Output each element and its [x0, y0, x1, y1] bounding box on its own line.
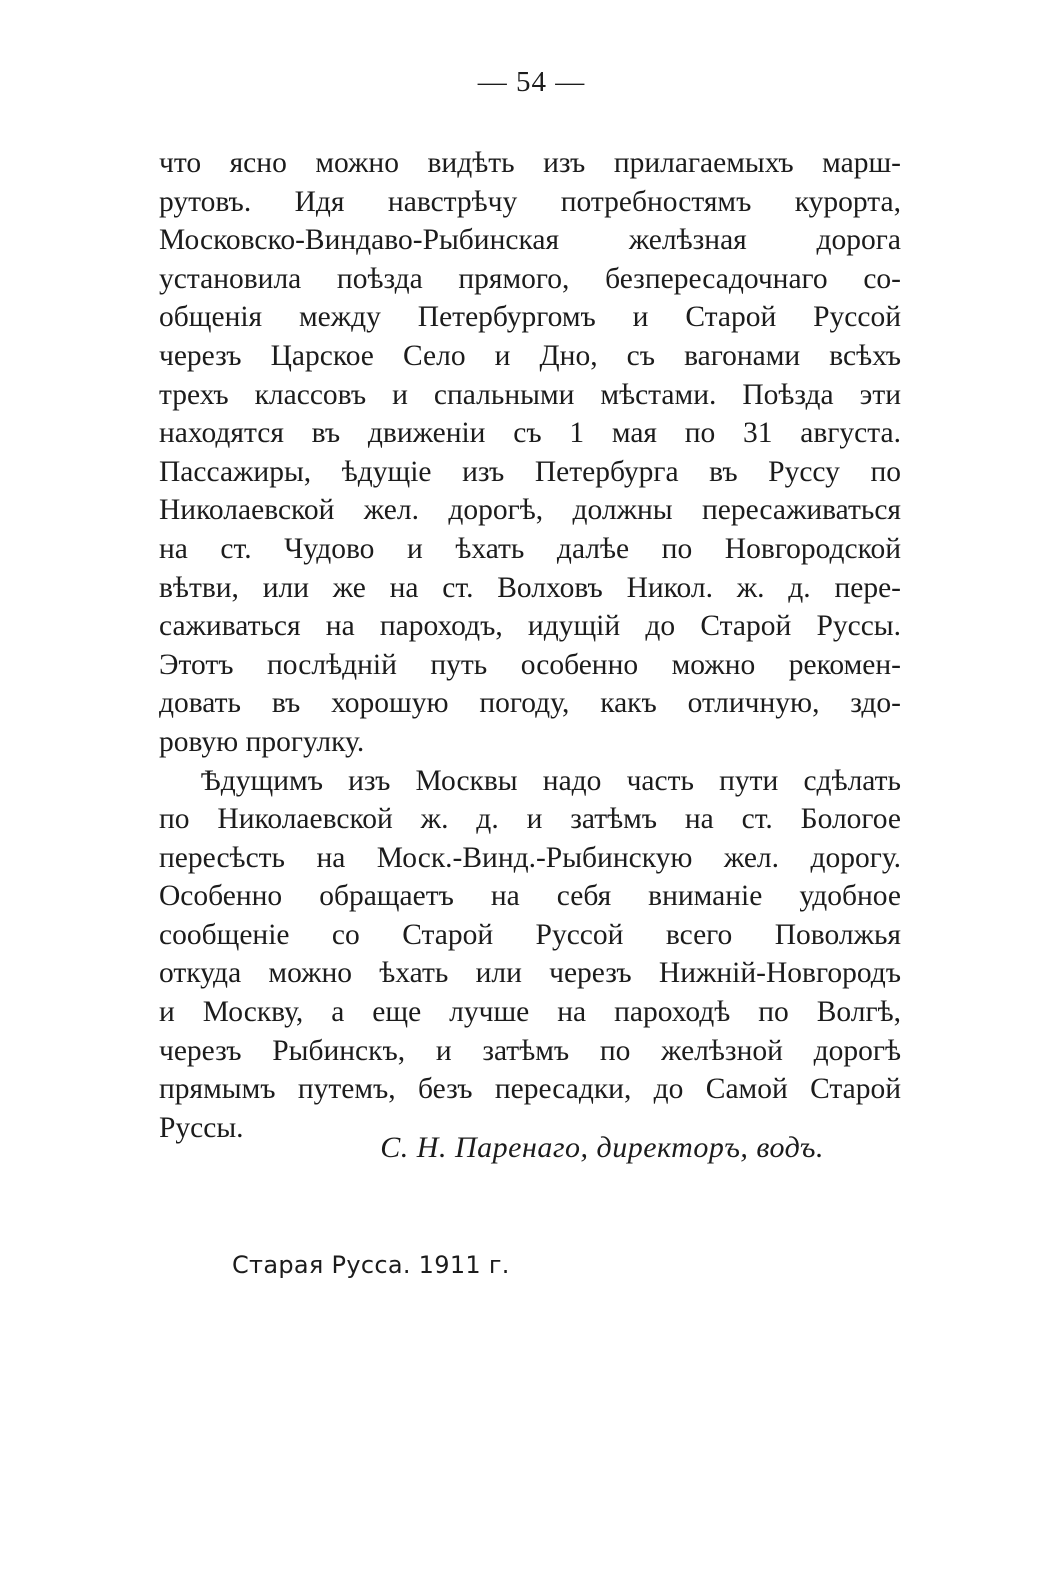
text-line: что ясно можно видѣть изъ прилагаемыхъ марш- — [159, 147, 901, 179]
text-line: общенія между Петербургомъ и Старой Руссой — [159, 301, 901, 334]
text-line: на ст. Чудово и ѣхать далѣе по Новгородской — [159, 532, 901, 565]
text-line: установила поѣзда прямого, безпересадочнаго со- — [159, 262, 901, 295]
text-line: по Николаевской ж. д. и затѣмъ на ст. Бологое — [159, 803, 901, 836]
body-text — [159, 144, 901, 1147]
text-line: саживаться на пароходъ, идущій до Старой Руссы. — [159, 610, 901, 643]
place-date: Старая Русса. 1911 г. — [232, 1251, 510, 1279]
text-line: вѣтви, или же на ст. Волховъ Никол. ж. д. пере- — [159, 571, 901, 604]
text-line: рутовъ. Идя навстрѣчу потребностямъ курорта, — [159, 185, 901, 218]
page-number: — 54 — — [477, 66, 586, 98]
text-line: трехъ классовъ и спальными мѣстами. Поѣзда эти — [159, 378, 901, 411]
text-line: и Москву, а еще лучше на пароходѣ по Волгѣ, — [159, 996, 901, 1029]
text-line: ровую прогулку. — [159, 725, 365, 758]
signature: С. Н. Паренаго, директоръ, водъ. — [380, 1131, 824, 1164]
text-line: Николаевской жел. дорогѣ, должны пересаживаться — [159, 494, 901, 527]
text-line: черезъ Царское Село и Дно, съ вагонами всѣхъ — [159, 339, 901, 372]
text-line: пересѣсть на Моск.-Винд.-Рыбинскую жел. дорогу. — [159, 841, 901, 874]
text-line: находятся въ движеніи съ 1 мая по 31 августа. — [159, 417, 901, 450]
text-line: довать въ хорошую погоду, какъ отличную, здо- — [159, 687, 901, 720]
text-line: черезъ Рыбинскъ, и затѣмъ по желѣзной дорогѣ — [159, 1034, 901, 1067]
text-line: Особенно обращаетъ на себя вниманіе удобное — [159, 880, 901, 913]
text-line: прямымъ путемъ, безъ пересадки, до Самой Старой — [159, 1073, 901, 1106]
text-line: Пассажиры, ѣдущіе изъ Петербурга въ Руссу по — [159, 455, 901, 488]
text-line: Ѣдущимъ изъ Москвы надо часть пути сдѣлать — [201, 764, 901, 797]
text-line: Этотъ послѣдній путь особенно можно рекомен- — [159, 648, 901, 681]
text-line: Московско-Виндаво-Рыбинская желѣзная дорога — [159, 224, 901, 257]
text-line: Руссы. — [159, 1111, 244, 1144]
text-line: откуда можно ѣхать или черезъ Нижній-Новгородъ — [159, 957, 901, 990]
text-line: сообщеніе со Старой Руссой всего Поволжья — [159, 918, 901, 951]
